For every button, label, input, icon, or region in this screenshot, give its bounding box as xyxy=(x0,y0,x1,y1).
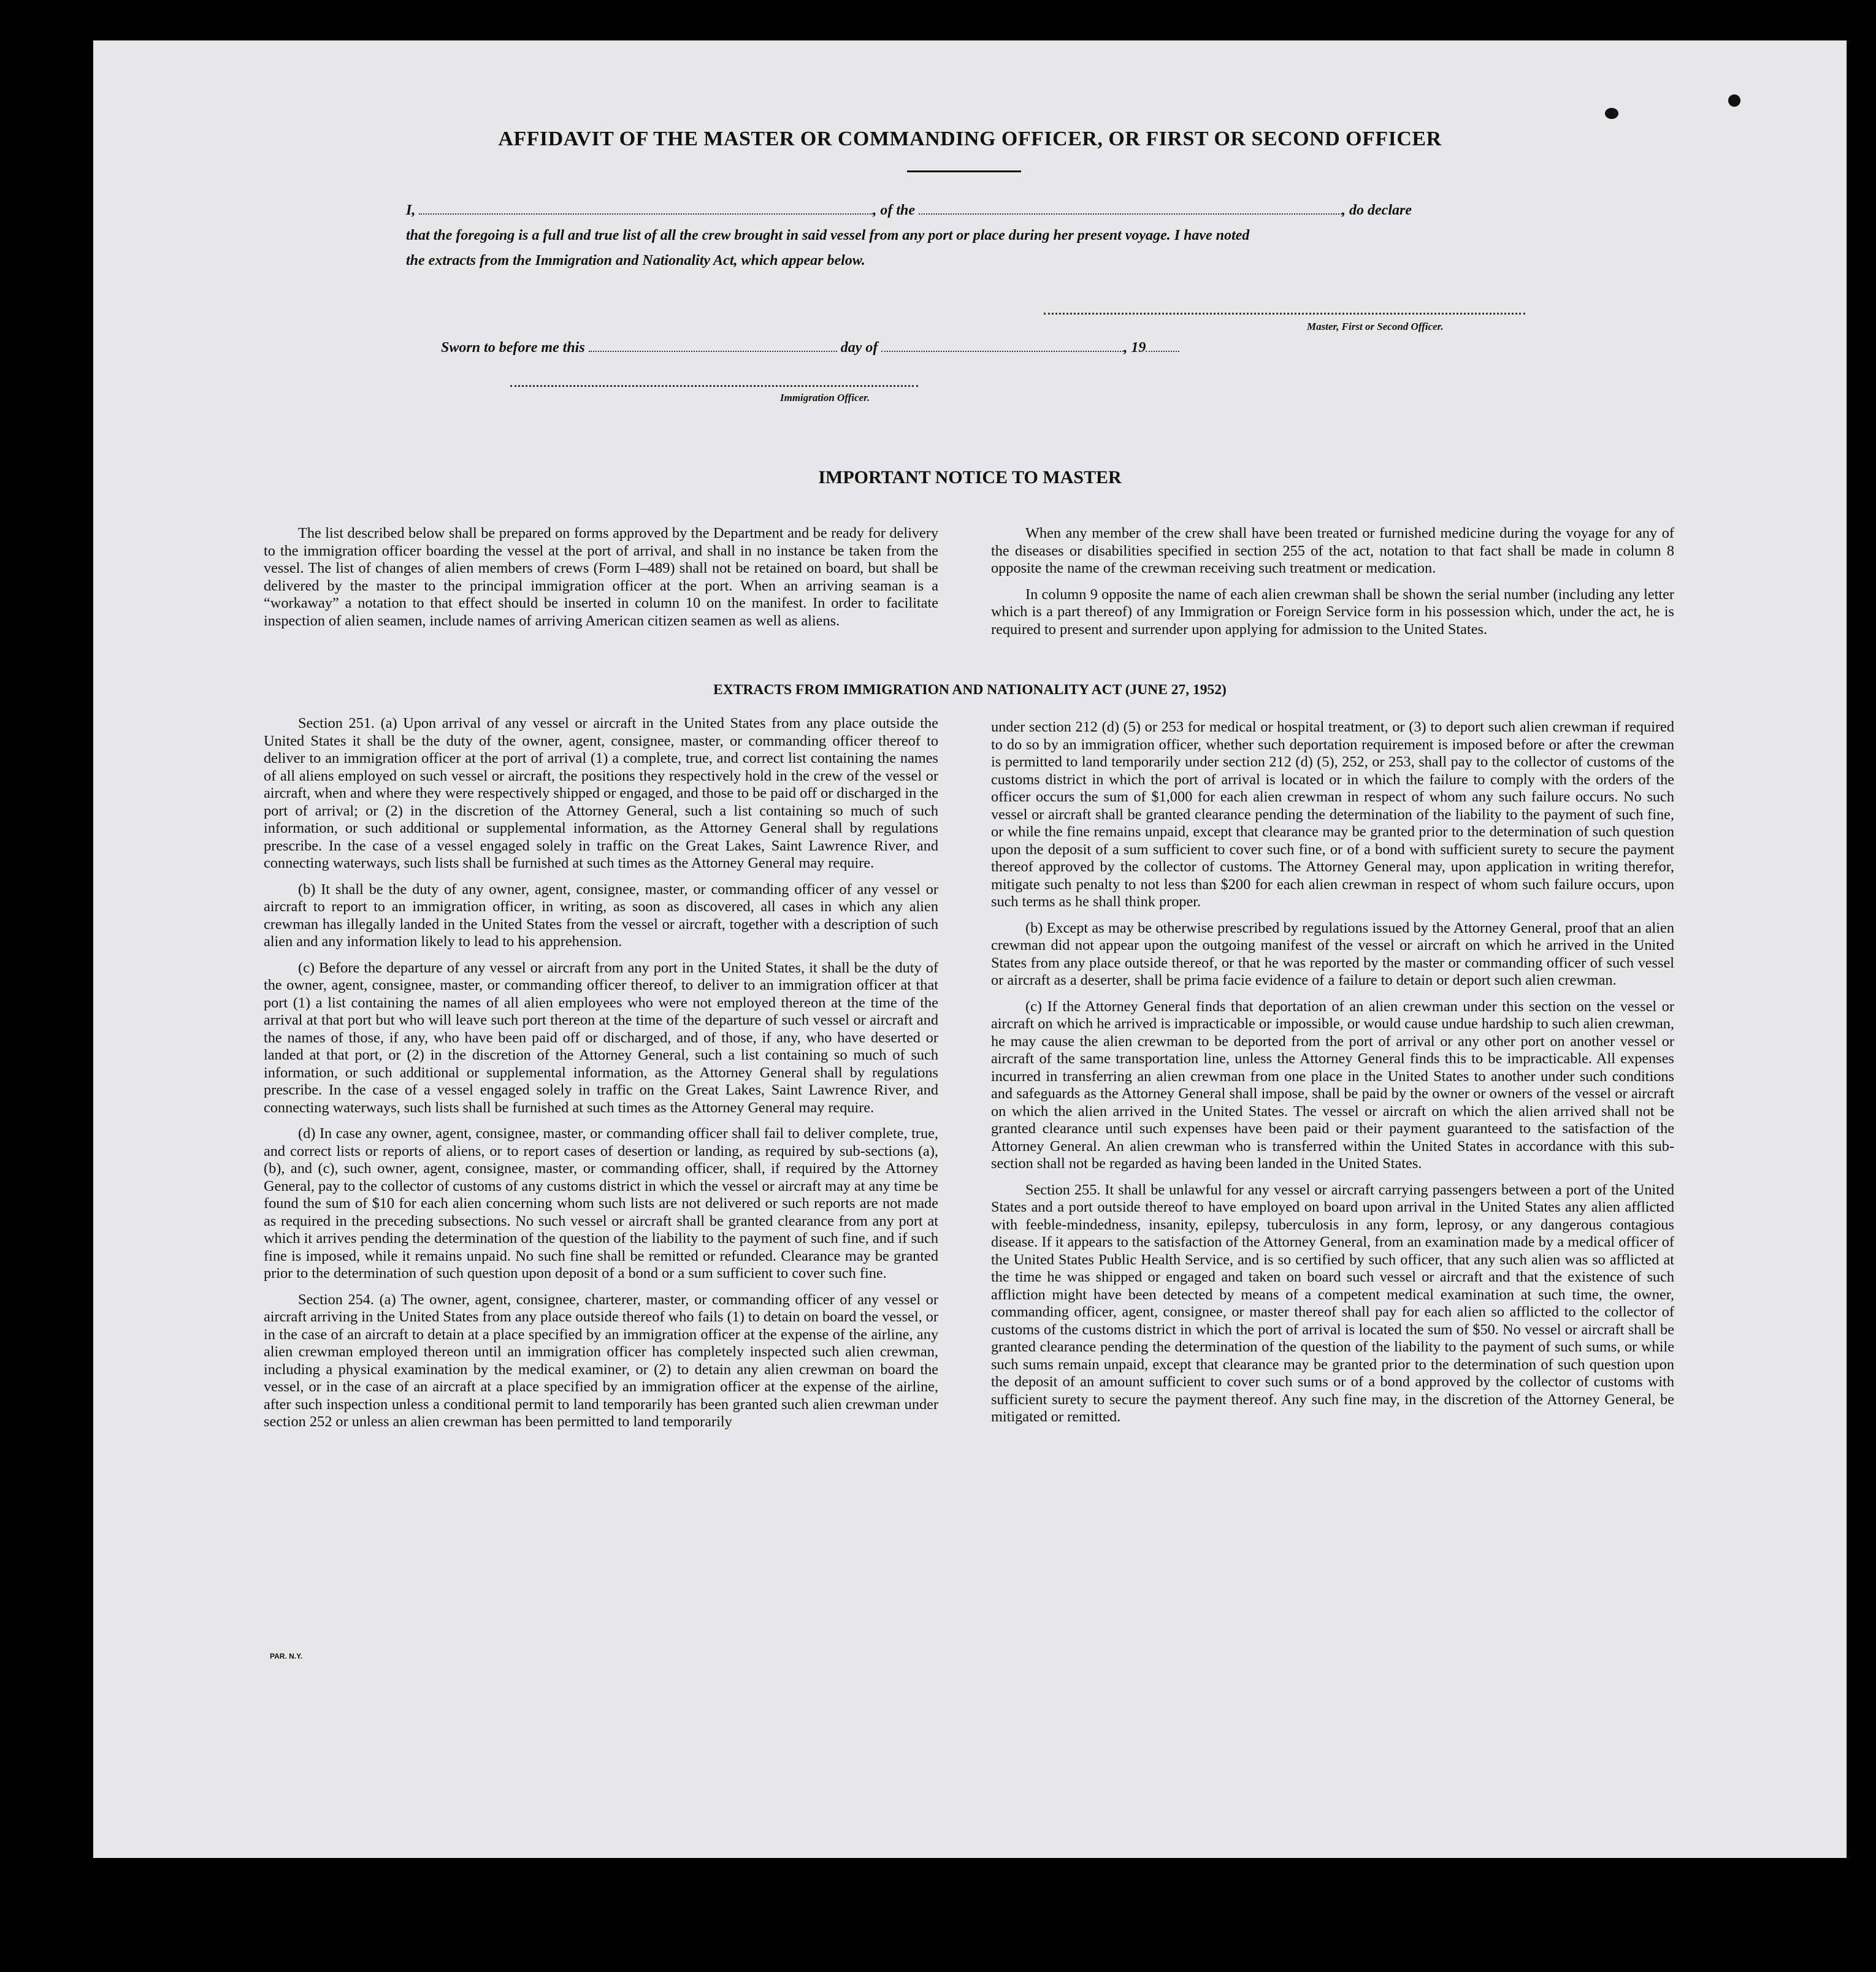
vessel-blank[interactable] xyxy=(919,213,1342,215)
affidavit-title: AFFIDAVIT OF THE MASTER OR COMMANDING OFFICER, OR FIRST OR SECOND OFFICER xyxy=(498,128,1442,150)
notice-title: IMPORTANT NOTICE TO MASTER xyxy=(818,467,1122,487)
section-254-a: Section 254. (a) The owner, agent, consignee, charterer, master, or commanding officer of any vessel or aircraft arriving in the United States from any place outside thereof who fails (1) to detain on board the vessel, or in the case of an aircraft to detain at a place specified by an immigration officer at the expense of the airline, any alien crewman employed thereon until an immigration officer has completely inspected such alien crewman, including a physical examination by the medical examiner, or (2) to detain any alien crewman on board the vessel, or in the case of an aircraft at a place specified by an immigration officer at the expense of the airline, after such inspection unless a conditional permit to land temporarily has been granted such alien crewman under section 252 or unless an alien crewman has been permitted to land temporarily xyxy=(264,1291,938,1430)
do-declare-label: , do declare xyxy=(1342,202,1412,218)
sworn-line xyxy=(441,340,1179,356)
notice-right-column xyxy=(991,525,1674,638)
notice-left-paragraph: The list described below shall be prepared on forms approved by the Department and be ready for delivery to the immigration officer boarding the vessel at the port of arrival, and shall in no instance be taken from the vessel. The list of changes of alien members of crews (Form I–489) shall not be retained on board, but shall be delivered by the master to the principal immigration officer at the port. When an arriving seaman is a “workaway” a notation to that effect should be inserted in column 10 on the manifest. In order to facilitate inspection of alien seamen, include names of arriving American citizen seamen as well as aliens. xyxy=(264,525,938,629)
year-prefix-label: , 19 xyxy=(1124,340,1146,356)
name-blank[interactable] xyxy=(419,213,873,215)
notice-right-paragraph-2: In column 9 opposite the name of each alien crewman shall be shown the serial number (including any letter which is a part thereof) of any Immigration or Foreign Service form in his possession which, under the act, he is required to present and surrender upon applying for admission to the United States. xyxy=(991,586,1674,638)
sworn-month-blank[interactable] xyxy=(881,351,1124,352)
section-251-a: Section 251. (a) Upon arrival of any vessel or aircraft in the United States from any place outside the United States it shall be the duty of the owner, agent, consignee, master, or commanding officer thereof to deliver to an immigration officer at the port of arrival (1) a complete, true, and correct list containing the names of all aliens employed on such vessel or aircraft, the positions they respectively hold in the crew of the vessel or aircraft, when and where they were respectively shipped or engaged, and those to be paid off or discharged in the port of arrival; or (2) in the discretion of the Attorney General, such a list containing so much of such information, or such additional or supplemental information, as the Attorney General shall by regulations prescribe. In the case of a vessel engaged solely in traffic on the Great Lakes, Saint Lawrence River, and connecting waterways, such lists shall be furnished at such times as the Attorney General may require. xyxy=(264,715,938,871)
immigration-officer-signature-line[interactable] xyxy=(510,385,918,387)
of-the-label: , of the xyxy=(873,202,916,218)
section-251-c: (c) Before the departure of any vessel or aircraft from any port in the United States, it shall be the duty of the owner, agent, consignee, master, or commanding officer thereof, to deliver to an immigration officer at that port (1) a list containing the names of all alien employees who were not employed thereon at the time of the arrival at that port but who will leave such port thereon at the time of the departure of such vessel or aircraft and the names of those, if any, who have been paid off or discharged, and of those, if any, who have deserted or landed at that port, or (2) in the discretion of the Attorney General, such a list containing so much of such information, or such additional or supplemental information, as the Attorney General shall by regulations prescribe. In the case of a vessel engaged solely in traffic on the Great Lakes, Saint Lawrence River, and connecting waterways, such lists shall be furnished at such times as the Attorney General may require. xyxy=(264,959,938,1116)
ink-speck xyxy=(1605,108,1618,119)
day-of-label: day of xyxy=(840,340,878,356)
section-254-c: (c) If the Attorney General finds that deportation of an alien crewman under this section on the vessel or aircraft on which he arrived is impracticable or impossible, or would cause undue hardship to such alien crewman, he may cause the alien crewman to be deported from the port of arrival or any other port on another vessel or aircraft of the same transportation line, unless the Attorney General finds this to be impracticable. All expenses incurred in transferring an alien crewman from one place in the United States to another under such conditions and safeguards as the Attorney General shall impose, shall be paid by the owner or owners of the vessel or aircraft on which the alien arrived in the United States. The vessel or aircraft on which the alien arrived shall not be granted clearance until such expenses have been paid or their payment guaranteed to the satisfaction of the Attorney General. An alien crewman who is transferred within the United States in accordance with this sub-section shall not be regarded as having been landed in the United States. xyxy=(991,998,1674,1172)
section-254-b: (b) Except as may be otherwise prescribed by regulations issued by the Attorney General, proof that an alien crewman did not appear upon the outgoing manifest of the vessel or aircraft on which he arrived in the United States from any place outside thereof, or that he was reported by the master or commanding officer of such vessel or aircraft as a deserter, shall be prima facie evidence of a failure to detain or deport such alien crewman. xyxy=(991,919,1674,988)
printer-mark: PAR. N.Y. xyxy=(270,1652,303,1661)
sworn-label: Sworn to before me this xyxy=(441,340,585,356)
immigration-officer-label: Immigration Officer. xyxy=(780,392,870,403)
form-page xyxy=(93,40,1847,1858)
sworn-day-blank[interactable] xyxy=(589,351,837,352)
i-label: I, xyxy=(406,202,416,218)
ink-speck xyxy=(1728,94,1740,107)
extracts-title: EXTRACTS FROM IMMIGRATION AND NATIONALITY ACT (JUNE 27, 1952) xyxy=(713,682,1227,698)
notice-left-column xyxy=(264,525,938,630)
title-underline xyxy=(907,170,1021,172)
notice-right-paragraph-1: When any member of the crew shall have been treated or furnished medicine during the voyage for any of the diseases or disabilities specified in section 255 of the act, notation to that fact shall be made in column 8 opposite the name of the crewman receiving such treatment or medication. xyxy=(991,525,1674,576)
master-signature-label: Master, First or Second Officer. xyxy=(1307,321,1444,332)
section-251-b: (b) It shall be the duty of any owner, agent, consignee, master, or commanding officer of any vessel or aircraft to report to an immigration officer, in writing, as soon as discovered, all cases in which any alien crewman has illegally landed in the United States from the vessel or aircraft, together with a description of such alien and any information likely to lead to his apprehension. xyxy=(264,881,938,950)
declaration-line-2: the extracts from the Immigration and Nationality Act, which appear below. xyxy=(406,253,865,269)
section-251-d: (d) In case any owner, agent, consignee, master, or commanding officer shall fail to deliver complete, true, and correct lists or reports of aliens, or to report cases of desertion or landing, as required by sub-sections (a), (b), and (c), such owner, agent, consignee, master, or commanding officer, shall, if required by the Attorney General, pay to the collector of customs of any customs district in which the vessel or aircraft may at any time be found the sum of $10 for each alien concerning whom such lists are not delivered or such reports are not made as required in the preceding subsections. No such vessel or aircraft shall be granted clearance from any port at which it arrives pending the determination of the question of the liability to the payment of such fine, and if such fine is imposed, while it remains unpaid. No such fine shall be remitted or refunded. Clearance may be granted prior to the determination of such question upon deposit of a bond or a sum sufficient to cover such fine. xyxy=(264,1125,938,1282)
declaration-line-1: that the foregoing is a full and true list of all the crew brought in said vessel from any port or place during her present voyage. I have noted xyxy=(406,227,1250,243)
section-254-a-continued: under section 212 (d) (5) or 253 for medical or hospital treatment, or (3) to deport such alien crewman if required to do so by an immigration officer, whether such deportation requirement is imposed before or after the crewman is permitted to land temporarily under section 212 (d) (5), 252, or 253, shall pay to the collector of customs of the customs district in which the port of arrival is located or in which the failure to comply with the orders of the officer occurs the sum of $1,000 for each alien crewman in respect of whom any such failure occurs. No such vessel or aircraft shall be granted clearance pending the determination of the liability to the payment of such fine, or while the fine remains unpaid, except that clearance may be granted prior to the determination of such question upon the deposit of a sum sufficient to cover such fine, or of a bond with sufficient surety to secure the payment thereof approved by the collector of customs. The Attorney General may, upon application in writing therefor, mitigate such penalty to not less than $200 for each alien crewman in respect of whom such failure occurs, upon such terms as he shall think proper. xyxy=(991,719,1674,910)
declaration-first-line xyxy=(406,202,1412,219)
extracts-left-column xyxy=(264,715,938,1431)
extracts-right-column xyxy=(991,719,1674,1426)
section-255: Section 255. It shall be unlawful for any vessel or aircraft carrying passengers between a port of the United States and a port outside thereof to have employed on board upon arrival in the United States any alien afflicted with feeble-mindedness, insanity, epilepsy, tuberculosis in any form, leprosy, or any dangerous contagious disease. If it appears to the satisfaction of the Attorney General, from an examination made by a medical officer of the United States Public Health Service, and is so certified by such officer, that any such alien was so afflicted at the time he was shipped or engaged and taken on board such vessel or aircraft and that the existence of such affliction might have been detected by means of a competent medical examination at such time, the owner, commanding officer, agent, consignee, or master thereof shall pay for each alien so afflicted to the collector of customs of the customs district in which the port of arrival is located the sum of $50. No vessel or aircraft shall be granted clearance pending the determination of the question of the liability to the payment of such sums, or while such sums remain unpaid, except that clearance may be granted prior to the determination of such question upon the deposit of an amount sufficient to cover such sums or of a bond approved by the collector of customs with sufficient surety to secure the payment thereof. Any such fine may, in the discretion of the Attorney General, be mitigated or remitted. xyxy=(991,1181,1674,1425)
master-signature-line[interactable] xyxy=(1044,313,1525,315)
sworn-year-blank[interactable] xyxy=(1146,351,1179,352)
